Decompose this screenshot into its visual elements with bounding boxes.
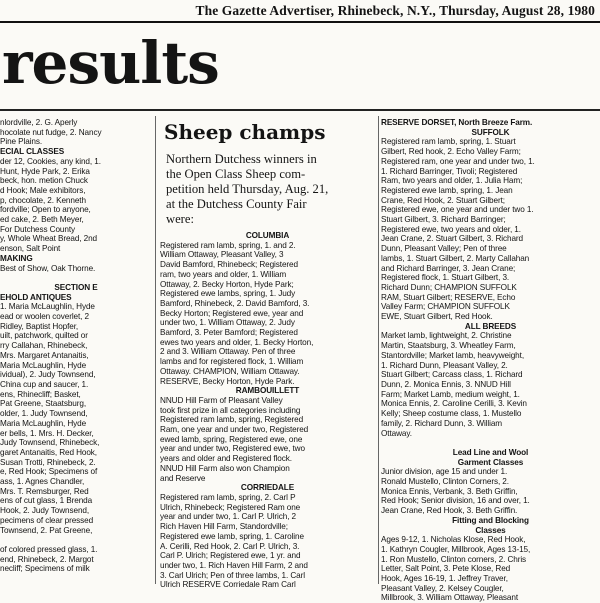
- column-sheep-champs: [160, 118, 375, 590]
- headline-rule: [0, 109, 600, 111]
- text-line: pecimens of clear pressed: [0, 515, 94, 525]
- text-line: Dunn, 2. Monica Ennis, 3. NNUD Hill: [381, 379, 511, 389]
- text-line: Registered ewe lamb, spring, 1. Jean: [381, 185, 513, 195]
- text-line: RAM, Stuart Gilbert; RESERVE, Echo: [381, 292, 516, 302]
- text-line: EWE, Stuart Gilbert, Red Hook.: [381, 312, 493, 322]
- text-line: Garment Classes: [457, 457, 524, 467]
- text-line: Bamford, Rhinebeck, 2. David Bamford, 3.: [160, 298, 310, 308]
- text-line: of colored pressed glass, 1.: [0, 544, 98, 554]
- column-left: [0, 118, 152, 584]
- text-line: Fitting and Blocking: [452, 515, 529, 525]
- text-line: Judy Townsend, Rhinebeck,: [0, 438, 100, 448]
- text-line: ed cake, 2. Beth Meyer,: [0, 215, 84, 225]
- text-line: 3. Carl Ulrich; Pen of three lambs, 1. Carl: [160, 570, 305, 580]
- text-line: 1. Ron Mustello, Clinton corners, 2. Chris: [381, 554, 527, 564]
- text-line: MAKING: [0, 253, 33, 263]
- text-line: p, chocolate, 2. Kenneth: [0, 195, 86, 205]
- text-line: Gilbert, Red hook, 2. Echo Valley Farm;: [381, 147, 521, 157]
- text-line: Susan Trotti, Rhinebeck, 2.: [0, 457, 96, 467]
- lead-line: petition held Thursday, Aug. 21,: [166, 182, 329, 196]
- text-line: RAMBOUILLETT: [235, 386, 300, 396]
- story-body: [160, 231, 375, 590]
- text-line: 1. Kathryn Cougler, Millbrook, Ages 13-15,: [381, 544, 531, 554]
- text-line: year and under two, 1. Carl P. Ulrich, 2: [160, 512, 297, 522]
- text-line: Ottaway. CHAMPION, William Ottaway.: [160, 366, 300, 376]
- text-line: fordville; Open to anyone,: [0, 205, 91, 215]
- text-line: Pine Plains.: [0, 137, 43, 147]
- text-line: under two, 1. Rich Haven Hill Farm, 2 and: [160, 560, 308, 570]
- text-line: garet Antanaitis, Red Hook,: [0, 447, 97, 457]
- text-line: CORRIEDALE: [240, 483, 295, 493]
- text-line: years and older and Registered flock.: [160, 454, 292, 464]
- text-line: Classes: [475, 525, 506, 535]
- text-line: Rich Haven Hill Farm, Standordville;: [160, 522, 288, 532]
- text-line: Stuart Gilbert; Carcass class, 1. Richard: [381, 370, 523, 380]
- text-line: Stuart Gilbert, 3. Richard Barringer;: [381, 215, 506, 225]
- text-line: Maria McLaughlin, Hyde: [0, 360, 87, 370]
- text-line: Market lamb, lightweight, 2. Christine: [381, 331, 512, 341]
- text-line: Ram, two years and older, 1. Julia Ham;: [381, 176, 523, 186]
- text-line: NNUD Hill Farm also won Champion: [160, 463, 290, 473]
- text-line: 1. Richard Barringer, Tivoli; Registered: [381, 166, 518, 176]
- text-line: Hook, Ages 16-19, 1. Jeffrey Traver,: [381, 574, 508, 584]
- text-line: William Ottaway, Pleasant Valley, 3: [160, 250, 284, 260]
- text-line: Dunn, Pleasant Valley; Pen of three: [381, 244, 507, 254]
- text-line: Townsend, 2. Pat Greene,: [0, 525, 93, 535]
- text-line: er bells, 1. Mrs. H. Decker,: [0, 428, 94, 438]
- text-line: under two, 1. William Ottaway, 2. Judy: [160, 318, 295, 328]
- text-line: nlordville, 2. G. Aperly: [0, 118, 78, 127]
- text-line: Registered ewe lambs, spring, 1. Judy: [160, 289, 296, 299]
- text-line: necliff; Specimens of milk: [0, 564, 90, 574]
- text-line: EHOLD ANTIQUES: [0, 292, 72, 302]
- masthead-rule: [0, 21, 600, 23]
- text-line: Millbrook, 3. William Ottaway, Pleasant: [381, 593, 518, 603]
- text-line: ewed lamb, spring, Registered ewe, one: [160, 434, 303, 444]
- text-line: Mrs. T. Remsburger, Red: [0, 486, 89, 496]
- text-line: ass, 1. Agnes Chandler,: [0, 477, 85, 487]
- text-line: Registered ram lamb, spring, 1. and 2.: [160, 240, 296, 250]
- text-line: d Hook; Male exhibitors,: [0, 185, 86, 195]
- text-line: Jean Crane, Red Hook, 3. Beth Griffin.: [381, 506, 518, 516]
- text-line: David Bamford, Rhinebeck; Registered: [160, 260, 298, 270]
- text-line: Registered ram lamb, spring, 2. Carl P: [160, 492, 296, 502]
- text-line: Kelly; Sheep costume class, 1. Mustello: [381, 409, 522, 419]
- text-line: Registered ewe, one year and under two 1.: [381, 205, 534, 215]
- text-line: family, 2. Richard Dunn, 3. William: [381, 418, 503, 428]
- text-line: older, 1. Judy Townsend,: [0, 409, 88, 419]
- text-line: ECIAL CLASSES: [0, 147, 65, 157]
- text-line: Ronald Mustello, Clinton Corners, 2.: [381, 477, 509, 487]
- text-line: Martin, Staatsburg, 3. Wheatley Farm,: [381, 341, 516, 351]
- text-line: SUFFOLK: [471, 127, 510, 137]
- text-line: hocolate nut fudge, 2. Nancy: [0, 127, 102, 137]
- text-line: Registered ram lamb, spring, 1. Stuart: [381, 137, 516, 147]
- text-line: enson, Salt Point: [0, 244, 61, 254]
- text-line: Mrs. Margaret Antanaitis,: [0, 350, 89, 360]
- text-line: ead or woolen coverlet, 2: [0, 312, 89, 322]
- text-line: and Reserve: [160, 473, 206, 483]
- text-line: Letter, Salt Point, 3. Pete Klose, Red: [381, 564, 511, 574]
- text-line: Monica Ennis, Verbank, 3. Beth Griffin,: [381, 486, 518, 496]
- text-line: COLUMBIA: [245, 231, 290, 240]
- text-line: rry Callahan, Rhinebeck,: [0, 341, 88, 351]
- text-line: 2 and 3. William Ottaway. Pen of three: [160, 347, 296, 357]
- text-line: Farm; Market Lamb, medium weight, 1.: [381, 389, 520, 399]
- text-line: der 12, Cookies, any kind, 1.: [0, 156, 101, 166]
- text-line: Best of Show, Oak Thorne.: [0, 263, 96, 273]
- text-line: Valley Farm; CHAMPION SUFFOLK: [381, 302, 510, 312]
- text-line: Maria McLaughlin, Hyde: [0, 418, 87, 428]
- text-line: A. Cerilli, Red Hook, 2. Carl P. Ulrich, 3.: [160, 541, 300, 551]
- column-right: [381, 118, 600, 603]
- text-line: Registered ram, one year and under two, 1.: [381, 156, 535, 166]
- lead-line: were:: [166, 212, 194, 226]
- text-line: Monica Ennis, 2. Caroline Cerilli, 3. Kevin: [381, 399, 527, 409]
- text-line: Ridley, Baptist Hopfer,: [0, 321, 79, 331]
- column-divider: [378, 116, 379, 584]
- column-divider: [155, 116, 156, 584]
- text-line: Registered ram lamb, spring, Registered: [160, 415, 304, 425]
- masthead: The Gazette Advertiser, Rhinebeck, N.Y., Thursday, August 28, 1980: [195, 3, 595, 18]
- text-line: and Richard Barringer, 3. Jean Crane;: [381, 263, 516, 273]
- text-line: end, Rhinebeck, 2. Margot: [0, 554, 94, 564]
- text-line: Lead Line and Wool: [452, 447, 529, 457]
- text-line: Stantordville; Market lamb, heavyweight,: [381, 350, 524, 360]
- text-line: [0, 535, 152, 545]
- text-line: Pat Greene, Staatsburg,: [0, 399, 86, 409]
- text-line: SECTION E: [54, 282, 98, 292]
- text-line: lambs, 1. Stuart Gilbert, 2. Marty Callahan: [381, 253, 530, 263]
- text-line: Ottaway.: [381, 428, 412, 438]
- text-line: Bamford, 3. Peter Bamford; Registered: [160, 328, 298, 338]
- text-line: ewes two years and older, 1. Becky Horton,: [160, 337, 314, 347]
- text-line: Hunt, Hyde Park, 2. Erika: [0, 166, 90, 176]
- text-line: China cup and saucer, 1.: [0, 379, 89, 389]
- text-line: Junior division, age 15 and under 1.: [381, 467, 508, 477]
- lead-line: the Open Class Sheep com-: [166, 167, 306, 181]
- text-line: Jean Crane, 2. Stuart Gilbert, 3. Richard: [381, 234, 523, 244]
- text-line: took first prize in all categories including: [160, 405, 301, 415]
- text-line: Red Hook; Senior division, 16 and over, 1.: [381, 496, 530, 506]
- text-line: Becky Horton; Registered ewe, year and: [160, 308, 304, 318]
- results-headline: results: [2, 29, 219, 97]
- text-line: Hook, 2. Judy Townsend,: [0, 506, 90, 516]
- text-line: Pleasant Valley, 2. Kelsey Cougler,: [381, 583, 504, 593]
- text-line: e, Red Hook; Specimens of: [0, 467, 98, 477]
- text-line: lambs and for registered flock, 1. William: [160, 357, 304, 367]
- text-line: ram, two years and older, 1. William: [160, 269, 287, 279]
- text-line: For Dutchess County: [0, 224, 76, 234]
- text-line: Ulrich RESERVE Corriedale Ram Carl: [160, 580, 296, 590]
- text-line: RESERVE DORSET, North Breeze Farm.: [381, 118, 533, 127]
- text-line: 1. Richard Dunn, Pleasant Valley, 2.: [381, 360, 508, 370]
- text-line: Ages 9-12, 1. Nicholas Klose, Red Hook,: [381, 535, 526, 545]
- text-line: Registered flock, 1. Stuart Gilbert, 3.: [381, 273, 510, 283]
- text-line: Registered ewe, two years and older, 1.: [381, 224, 521, 234]
- text-line: y, Whole Wheat Bread, 2nd: [0, 234, 98, 244]
- story-lead: [160, 152, 375, 227]
- text-line: Crane, Red Hook, 2. Stuart Gilbert;: [381, 195, 505, 205]
- text-line: ALL BREEDS: [464, 321, 517, 331]
- text-line: NNUD Hill Farm of Pleasant Valley: [160, 395, 283, 405]
- text-line: [381, 438, 600, 448]
- text-line: Ram, one year and under two, Registered: [160, 425, 309, 435]
- text-line: beck, hon. metion Chuck: [0, 176, 88, 186]
- text-line: [0, 273, 152, 283]
- text-line: uilt, patchwork, quilted or: [0, 331, 88, 341]
- lead-line: Northern Dutchess winners in: [166, 152, 317, 166]
- text-line: ividual), 2. Judy Townsend,: [0, 370, 96, 380]
- text-line: Ulrich, Rhinebeck; Registered Ram one: [160, 502, 301, 512]
- text-line: year and under two, Registered ewe, two: [160, 444, 305, 454]
- text-line: ens, Rhinecliff; Basket,: [0, 389, 81, 399]
- text-line: RESERVE, Becky Horton, Hyde Park.: [160, 376, 295, 386]
- text-line: Richard Dunn; CHAMPION SUFFOLK: [381, 282, 517, 292]
- text-line: Ottaway, 2. Becky Horton, Hyde Park;: [160, 279, 294, 289]
- text-line: ens of cut glass, 1 Brenda: [0, 496, 93, 506]
- story-title: Sheep champs: [164, 120, 326, 144]
- text-line: Registered ewe lamb, spring, 1. Caroline: [160, 531, 304, 541]
- text-line: Carl P. Ulrich; Registered ewe, 1 yr. and: [160, 551, 301, 561]
- text-line: 1. Maria McLaughlin, Hyde: [0, 302, 95, 312]
- lead-line: at the Dutchess County Fair: [166, 197, 307, 211]
